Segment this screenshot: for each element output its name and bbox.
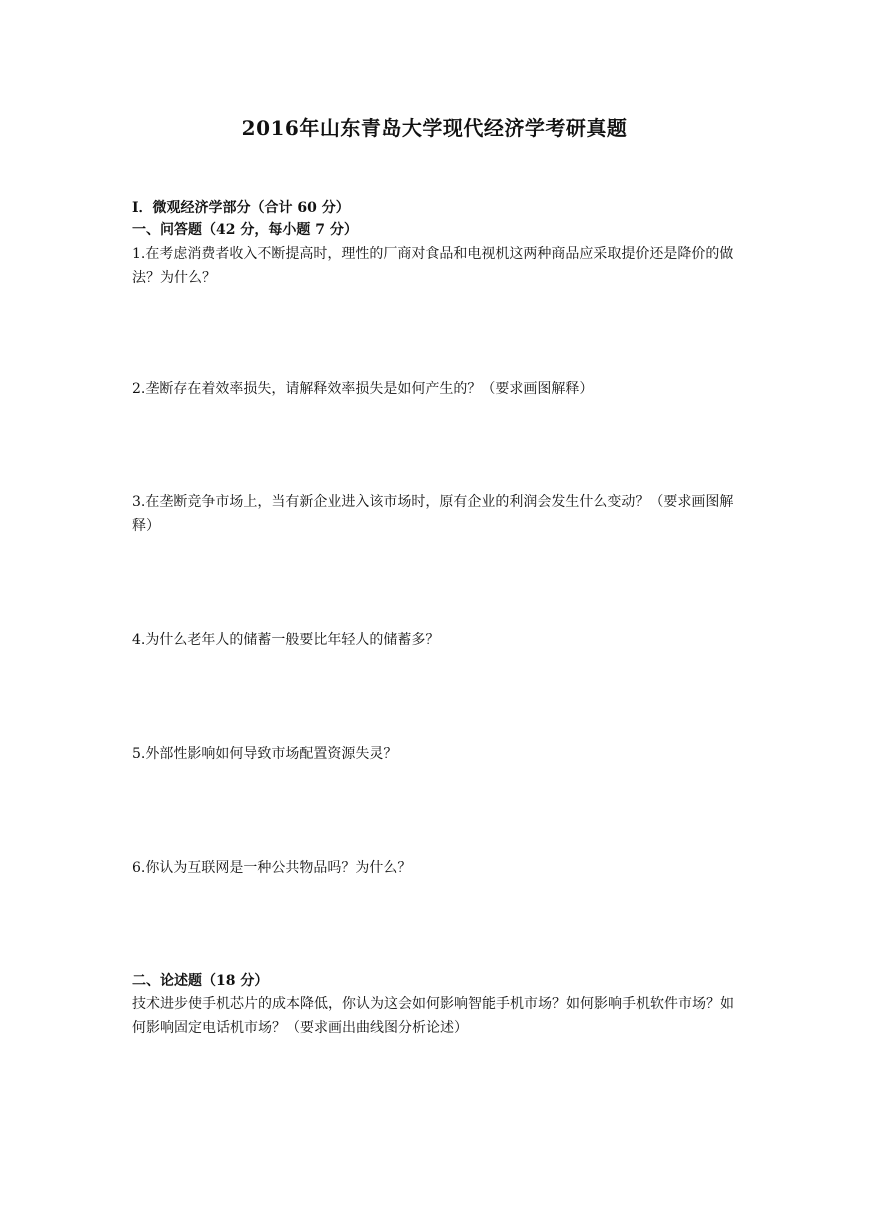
section-heading-essay: 二、论述题（18 分） xyxy=(132,973,269,989)
part-heading: I．微观经济学部分（合计 60 分） xyxy=(132,200,350,216)
question-2: 2.垄断存在着效率损失，请解释效率损失是如何产生的？（要求画图解释） xyxy=(132,381,594,397)
question-1: 1.在考虑消费者收入不断提高时，理性的厂商对食品和电视机这两种商品应采取提价还是降价的做法？为什么？ xyxy=(132,246,734,286)
essay-question: 技术进步使手机芯片的成本降低，你认为这会如何影响智能手机市场？如何影响手机软件市场？如何影响固定电话机市场？（要求画出曲线图分析论述） xyxy=(132,996,734,1036)
section-heading-qa: 一、问答题（42 分，每小题 7 分） xyxy=(132,222,358,238)
document-title: 2016年山东青岛大学现代经济学考研真题 xyxy=(241,116,628,140)
question-6: 6.你认为互联网是一种公共物品吗？为什么？ xyxy=(132,860,412,876)
question-5: 5.外部性影响如何导致市场配置资源失灵？ xyxy=(132,746,398,762)
question-3: 3.在垄断竞争市场上，当有新企业进入该市场时，原有企业的利润会发生什么变动？（要求画图解释） xyxy=(132,494,734,534)
question-4: 4.为什么老年人的储蓄一般要比年轻人的储蓄多？ xyxy=(132,632,440,648)
